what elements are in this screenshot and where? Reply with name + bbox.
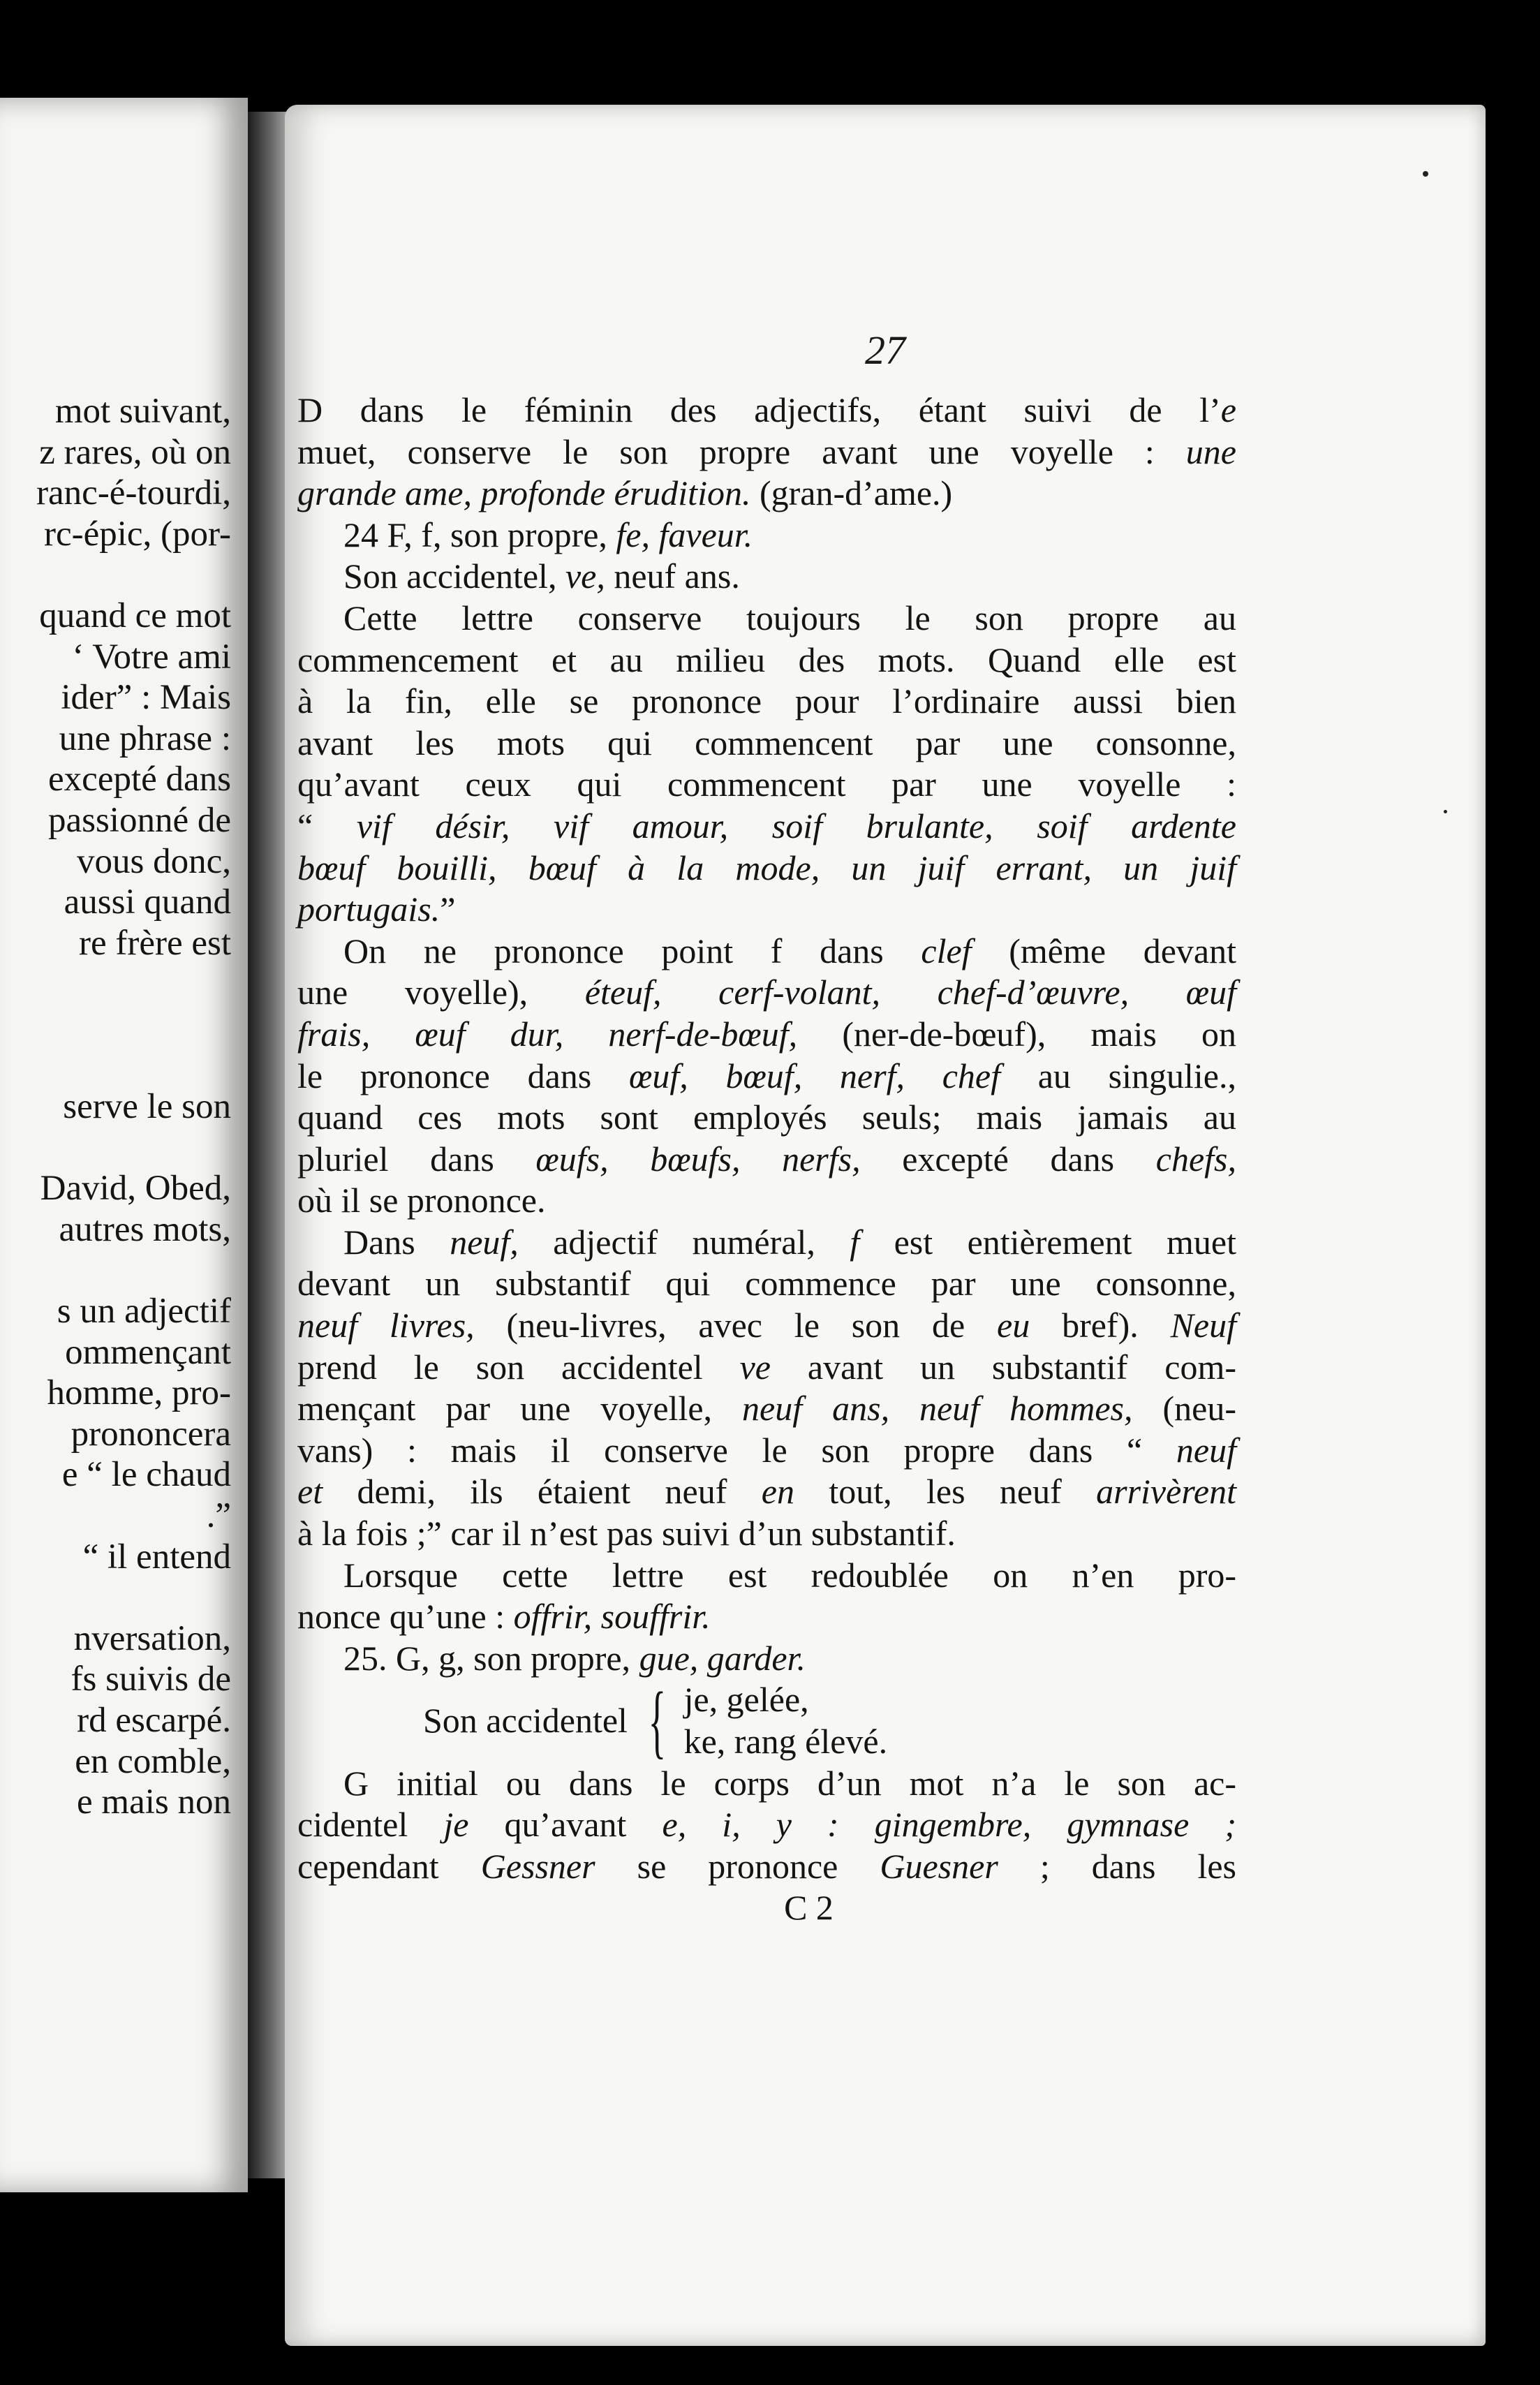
left-text-line: ‘ Votre ami — [72, 637, 231, 677]
italic-text: Guesner — [880, 1846, 998, 1886]
left-text-line: David, Obed, — [40, 1169, 231, 1209]
left-text-line: ommençant — [65, 1332, 231, 1372]
italic-text: gue, garder. — [639, 1638, 806, 1678]
left-page — [0, 98, 248, 2192]
italic-text: vif désir, vif amour, soif brulante, soif ardente — [356, 806, 1236, 846]
text-line — [297, 1638, 1236, 1680]
text-segment: cependant — [297, 1846, 481, 1886]
italic-text: neuf, — [450, 1222, 519, 1262]
text-segment: 25. G, g, son propre, — [343, 1638, 639, 1678]
speck — [1444, 810, 1447, 813]
text-segment: quand ces mots sont employés seuls; mais jamais au — [297, 1098, 1236, 1137]
italic-text: chefs, — [1155, 1139, 1236, 1179]
italic-text: e, i, y : gingembre, gymnase ; — [662, 1805, 1237, 1845]
text-line — [297, 473, 1236, 515]
text-segment: 24 F, f, son propre, — [343, 515, 616, 554]
text-segment: Lorsque cette lettre est redoublée on n’en pro- — [343, 1555, 1236, 1595]
left-text-line: homme, pro- — [47, 1373, 231, 1413]
text-line — [297, 931, 1236, 973]
text-segment: à la fois ;” car il n’est pas suivi d’un substantif. — [297, 1514, 956, 1553]
italic-text: fe, faveur. — [616, 515, 753, 554]
left-text-line: une phrase : — [59, 718, 231, 758]
text-segment: avant les mots qui commencent par une consonne, — [297, 723, 1236, 762]
brace-item: je, gelée, — [683, 1680, 809, 1720]
text-line — [297, 390, 1236, 431]
text-line — [297, 848, 1236, 889]
text-line — [297, 1596, 1236, 1638]
left-text-line: vous donc, — [77, 841, 231, 881]
left-text-line: excepté dans — [48, 760, 231, 799]
italic-text: éteuf, cerf-volant, chef-d’œuvre, œuf — [584, 973, 1237, 1012]
italic-text: arrivèrent — [1096, 1472, 1237, 1512]
page-number: 27 — [865, 327, 905, 373]
brace-item: ke, rang élevé. — [683, 1722, 888, 1761]
text-line — [297, 1430, 1236, 1472]
italic-text: grande ame, profonde érudition. — [297, 473, 751, 513]
left-text-line: fs suivis de — [71, 1660, 231, 1699]
left-text-line: .” — [206, 1496, 231, 1536]
left-text-line: autres mots, — [59, 1209, 231, 1249]
left-text-line — [0, 554, 231, 596]
text-line — [297, 640, 1236, 681]
left-text-line: s un adjectif — [57, 1292, 231, 1331]
left-text-line: re frère est — [79, 923, 231, 963]
text-segment: vans) : mais il conserve le son propre dans “ — [297, 1430, 1176, 1470]
text-segment: nonce qu’une : — [297, 1597, 514, 1637]
left-text-line: nversation, — [73, 1618, 231, 1658]
italic-text: portugais. — [297, 889, 440, 929]
text-segment: est entièrement muet — [859, 1222, 1236, 1262]
text-line — [297, 889, 1236, 931]
italic-text: neuf livres, — [297, 1306, 475, 1345]
text-segment: ; dans les — [998, 1846, 1236, 1886]
left-text-line — [0, 1577, 231, 1618]
left-text-line: e “ le chaud — [61, 1455, 231, 1495]
text-segment: (neu- — [1132, 1389, 1236, 1428]
italic-text: ve, — [565, 556, 605, 596]
text-segment: G initial ou dans le corps d’un mot n’a le son ac- — [343, 1763, 1236, 1803]
text-line — [297, 598, 1236, 640]
text-line — [297, 1471, 1236, 1513]
text-segment: neuf ans. — [605, 556, 740, 596]
body-paragraphs — [297, 390, 1236, 1679]
text-segment: cidentel — [297, 1805, 444, 1845]
text-segment: commencement et au milieu des mots. Quand elle est — [297, 640, 1236, 679]
text-line — [297, 1388, 1236, 1430]
text-line — [297, 1804, 1236, 1846]
text-line — [297, 1846, 1236, 1888]
text-line — [297, 1056, 1236, 1098]
text-line — [297, 1305, 1236, 1347]
text-segment: D dans le féminin des adjectifs, étant suivi de l’ — [297, 390, 1221, 429]
text-line — [297, 723, 1236, 765]
left-text-line: mot suivant, — [54, 392, 231, 431]
text-line — [297, 1513, 1236, 1555]
text-line — [297, 1180, 1236, 1222]
italic-text: frais, œuf dur, nerf-de-bœuf, — [297, 1014, 798, 1054]
text-segment: (gran-d’ame.) — [750, 473, 953, 513]
text-segment: Son accidentel, — [343, 556, 565, 596]
text-segment: avant un substantif com- — [770, 1347, 1236, 1387]
italic-text: eu — [997, 1306, 1030, 1345]
text-segment: (même devant — [971, 931, 1236, 970]
brace-items — [684, 1679, 888, 1762]
italic-text: e — [1220, 390, 1236, 429]
italic-text: neuf — [1176, 1430, 1236, 1470]
italic-text: ve — [739, 1347, 771, 1387]
text-segment: se prononce — [595, 1846, 880, 1886]
body-paragraphs-continued — [297, 1763, 1236, 1888]
text-segment: pluriel dans — [297, 1139, 536, 1179]
text-segment: muet, conserve le son propre avant une voyelle : — [297, 431, 1186, 471]
text-line — [297, 431, 1236, 473]
italic-text: je — [443, 1805, 469, 1845]
text-segment: tout, les neuf — [794, 1472, 1097, 1512]
italic-text: une — [1185, 431, 1236, 471]
text-segment: On ne prononce point f dans — [343, 931, 921, 970]
signature-mark: C 2 — [784, 1888, 834, 1928]
left-text-line: rc-épic, (por- — [44, 514, 231, 554]
page-body — [297, 390, 1236, 1929]
italic-text: Gessner — [480, 1846, 595, 1886]
text-segment: (neu-livres, avec le son de — [474, 1306, 998, 1345]
italic-text: f — [850, 1222, 860, 1262]
text-segment: mençant par une voyelle, — [297, 1389, 743, 1428]
text-line — [297, 556, 1236, 598]
italic-text: Neuf — [1170, 1306, 1236, 1345]
text-segment: le prononce dans — [297, 1056, 629, 1095]
left-text-line — [0, 1046, 231, 1087]
left-text-line: “ il entend — [82, 1537, 231, 1577]
left-text-line: ranc-é-tourdi, — [36, 473, 231, 513]
text-segment: prend le son accidentel — [297, 1347, 740, 1387]
text-line — [297, 1014, 1236, 1056]
text-segment: “ — [297, 806, 357, 846]
left-text-line — [0, 1128, 231, 1169]
left-text-line: aussi quand — [64, 883, 231, 922]
text-segment: ” — [440, 889, 456, 929]
text-segment: bref). — [1030, 1306, 1171, 1345]
left-page-text — [0, 391, 231, 1823]
brace-icon: { — [648, 1675, 667, 1766]
brace-label: Son accidentel — [423, 1701, 628, 1741]
left-text-line: ider” : Mais — [61, 678, 231, 718]
text-line — [297, 972, 1236, 1014]
text-segment: à la fin, elle se prononce pour l’ordinaire aussi bien — [297, 681, 1236, 721]
text-segment: devant un substantif qui commence par une consonne, — [297, 1264, 1236, 1304]
text-segment: où il se prononce. — [297, 1181, 546, 1220]
text-line — [297, 1763, 1236, 1805]
left-text-line: e mais non — [77, 1782, 231, 1822]
text-line — [297, 1555, 1236, 1597]
text-line — [297, 1139, 1236, 1181]
text-segment: (ner-de-bœuf), mais on — [797, 1014, 1236, 1054]
text-line — [297, 515, 1236, 556]
left-text-line: quand ce mot — [39, 596, 231, 635]
italic-text: en — [761, 1472, 794, 1512]
italic-text: offrir, souffrir. — [513, 1597, 711, 1637]
text-line — [297, 1222, 1236, 1264]
left-text-line: passionné de — [47, 800, 231, 840]
text-segment: qu’avant — [468, 1805, 662, 1845]
left-text-line: rd escarpé. — [77, 1701, 231, 1740]
accidental-sounds-list — [297, 1675, 1236, 1766]
text-segment: qu’avant ceux qui commencent par une voyelle : — [297, 765, 1236, 804]
text-segment: adjectif numéral, — [518, 1222, 850, 1262]
text-segment: excepté dans — [860, 1139, 1156, 1179]
italic-text: bœuf bouilli, bœuf à la mode, un juif errant, un juif — [297, 848, 1236, 887]
italic-text: et — [297, 1472, 323, 1512]
left-text-line — [0, 1250, 231, 1291]
left-text-line: en comble, — [75, 1741, 231, 1781]
left-text-line: prononcera — [71, 1414, 231, 1454]
text-line — [297, 806, 1236, 848]
italic-text: clef — [921, 931, 972, 970]
right-page — [285, 105, 1486, 2346]
italic-text: œuf, bœuf, nerf, chef — [628, 1056, 1000, 1095]
left-text-line: z rares, où on — [39, 432, 231, 472]
text-line — [297, 1347, 1236, 1389]
text-line — [297, 764, 1236, 806]
text-segment: demi, ils étaient neuf — [323, 1472, 762, 1512]
text-segment: Dans — [343, 1222, 450, 1262]
text-line — [297, 1263, 1236, 1305]
left-text-line: serve le son — [63, 1087, 231, 1127]
speck — [1423, 171, 1428, 177]
left-text-line — [0, 1005, 231, 1046]
text-segment: au singulie., — [1000, 1056, 1236, 1095]
text-line — [297, 1097, 1236, 1139]
italic-text: neuf ans, neuf hommes, — [742, 1389, 1133, 1428]
text-segment: Cette lettre conserve toujours le son propre au — [343, 598, 1236, 637]
text-segment: une voyelle), — [297, 973, 585, 1012]
left-text-line — [0, 963, 231, 1005]
italic-text: œufs, bœufs, nerfs, — [535, 1139, 861, 1179]
text-line — [297, 681, 1236, 723]
